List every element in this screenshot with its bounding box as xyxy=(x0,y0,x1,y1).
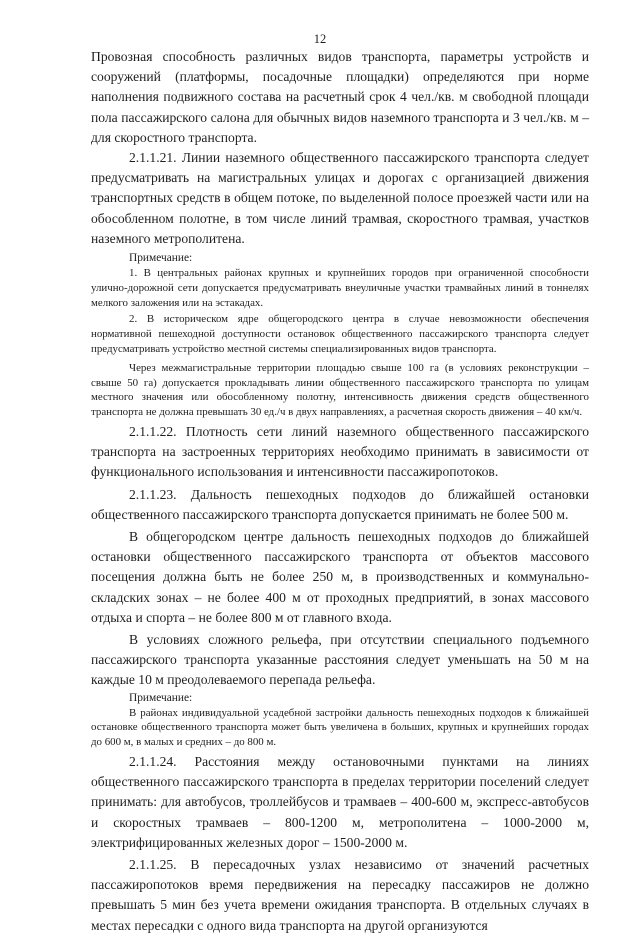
paragraph-2-1-1-22: 2.1.1.22. Плотность сети линий наземного общественного пассажирского транспорта на застроенных территориях необходимо принимать в зависимости от функционального использования и интенсивности пассажиропотоков. xyxy=(91,424,589,480)
paragraph-2-1-1-21: 2.1.1.21. Линии наземного общественного пассажирского транспорта следует предусматривать на магистральных улицах и дорогах с организацией движения транспортных средств в общем потоке, по выделенной полосе проезжей части или на обособленном полотне, в том числе линий трамвая, скоростного трамвая, участков наземного метрополитена. xyxy=(91,150,589,246)
paragraph-city-center: В общегородском центре дальность пешеходных подходов до ближайшей остановки общественного пассажирского транспорта от объектов массового посещения должна быть не более 250 м, в производственных и коммунально-складских зонах – не более 400 м от проходных предприятий, в зонах массового отдыха и спорта – не более 800 м от главного входа. xyxy=(91,529,589,625)
note-label: Примечание: xyxy=(129,691,193,704)
note-item-2: 2. В историческом ядре общегородского центра в случае невозможности обеспечения нормативной пешеходной доступности остановок общественного пассажирского транспорта следует предусматривать устройство местной системы специализированных видов транспорта. xyxy=(91,313,589,356)
note-paragraph-territories: Через межмагистральные территории площадью свыше 100 га (в условиях реконструкции – свыше 50 га) допускается прокладывать линии общественного пассажирского транспорта по улицам местного значения или обособленному полотну, интенсивность движения средств общественного транспорта не должна превышать 30 ед./ч в двух направлениях, а расчетная скорость движения – 40 км/ч. xyxy=(91,361,589,419)
note-individual-development: В районах индивидуальной усадебной застройки дальность пешеходных подходов к ближайшей остановке общественного транспорта может быть увеличена в больших, крупных и крупнейших городах до 600 м, в малых и средних – до 800 м. xyxy=(91,706,589,749)
page-number: 12 xyxy=(313,32,327,46)
paragraph-relief: В условиях сложного рельефа, при отсутствии специального подъемного пассажирского транспорта указанные расстояния следует уменьшать на 50 м на каждые 10 м преодолеваемого перепада рельефа. xyxy=(91,632,589,688)
note-label: Примечание: xyxy=(129,252,193,265)
note-item-1: 1. В центральных районах крупных и крупнейших городов при ограниченной способности улично-дорожной сети допускается предусматривать внеуличные участки трамвайных линий в тоннелях мелкого заложения или на эстакадах. xyxy=(91,267,589,309)
paragraph-2-1-1-23: 2.1.1.23. Дальность пешеходных подходов до ближайшей остановки общественного пассажирского транспорта допускается принимать не более 500 м. xyxy=(91,486,589,522)
page-content xyxy=(91,47,589,936)
paragraph-2-1-1-25: 2.1.1.25. В пересадочных узлах независимо от значений расчетных пассажиропотоков время передвижения на пересадку пассажиров не должно превышать 5 мин без учета времени ожидания транспорта. В отдельных случаях в местах пересадки с одного вида транспорта на другой организуются xyxy=(91,857,589,933)
paragraph-2-1-1-24: 2.1.1.24. Расстояния между остановочными пунктами на линиях общественного пассажирского транспорта в пределах территории поселений следует принимать: для автобусов, троллейбусов и трамваев – 400-600 м, экспресс-автобусов и скоростных трамваев – 800-1200 м, метрополитена – 1000-2000 м, электрифицированных железных дорог – 1500-2000 м. xyxy=(91,754,589,850)
paragraph-capacity: Провозная способность различных видов транспорта, параметры устройств и сооружений (платформы, посадочные площадки) определяются при норме наполнения подвижного состава на расчетный срок 4 чел./кв. м свободной площади пола пассажирского салона для обычных видов наземного транспорта и 3 чел./кв. м – для скоростного транспорта. xyxy=(91,49,589,145)
